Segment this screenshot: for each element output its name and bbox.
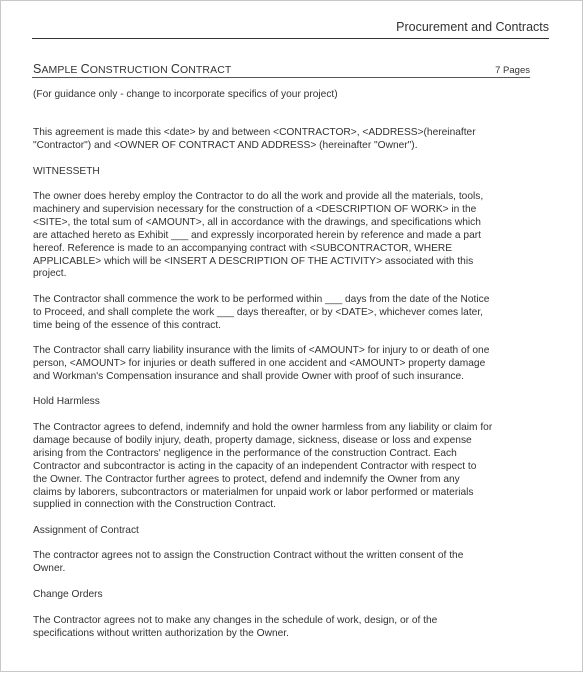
title-part: ONSTRUCTION [89, 64, 171, 76]
title-part: S [33, 62, 42, 76]
schedule-paragraph: The Contractor shall commence the work to be performed within ___ days from the date of the Notice to Proceed, and shall complete the work ___ days thereafter, or by <DATE>, whichever comes later, time being of the essence of this contract. [33, 294, 490, 331]
document-title [33, 62, 231, 76]
employment-paragraph: The owner does hereby employ the Contractor to do all the work and provide all the materials, tools, machinery and supervision necessary for the construction of a <DESCRIPTION OF WORK> in the <SITE>, the total sum of <AMOUNT>, all in accordance with the drawings, and specifications which are attached hereto as Exhibit ___ and expressly incorporated herein by reference and made a part hereof. Reference is made to an accompanying contract with <SUBCONTRACTOR, WHERE APPLICABLE> which will be <INSERT A DESCRIPTION OF THE ACTIVITY> associated with this project. [33, 191, 484, 280]
header-rule [32, 38, 549, 39]
title-rule [32, 77, 530, 78]
running-header: Procurement and Contracts [396, 20, 549, 34]
hold-harmless-paragraph: The Contractor agrees to defend, indemnify and hold the owner harmless from any liability or claim for damage because of bodily injury, death, property damage, sickness, disease or loss and expense arising from the Contractors' negligence in the performance of the construction Contract. Each Contractor and subcontractor is acting in the capacity of an independent Contractor with respect to the Owner. The Contractor further agrees to protect, defend and indemnify the Owner from any claims by laborers, subcontractors or materialmen for unpaid work or labor performed or materials supplied in connection with the Construction Contract. [33, 422, 493, 511]
title-part: C [170, 62, 180, 76]
hold-harmless-heading: Hold Harmless [33, 396, 100, 407]
change-orders-heading: Change Orders [33, 589, 103, 600]
witnesseth-heading: WITNESSETH [33, 166, 100, 177]
assignment-paragraph: The contractor agrees not to assign the Construction Contract without the written consent of the Owner. [33, 550, 464, 574]
page-count: 7 Pages [495, 65, 530, 76]
title-part: ONTRACT [179, 64, 232, 76]
title-part: C [80, 62, 90, 76]
intro-paragraph: This agreement is made this <date> by and between <CONTRACTOR>, <ADDRESS>(hereinafter "Contractor") and <OWNER OF CONTRACT AND ADDRESS> (hereinafter "Owner"). [33, 127, 476, 151]
assignment-heading: Assignment of Contract [33, 525, 139, 536]
insurance-paragraph: The Contractor shall carry liability insurance with the limits of <AMOUNT> for injury to or death of one person, <AMOUNT> for injuries or death suffered in one accident and <AMOUNT> property damage and Workman's Compensation insurance and shall provide Owner with proof of such insurance. [33, 345, 490, 382]
guidance-note: (For guidance only - change to incorporate specifics of your project) [33, 89, 338, 100]
change-orders-paragraph: The Contractor agrees not to make any changes in the schedule of work, design, or of the specifications without written authorization by the Owner. [33, 615, 438, 639]
title-part: AMPLE [41, 64, 81, 76]
